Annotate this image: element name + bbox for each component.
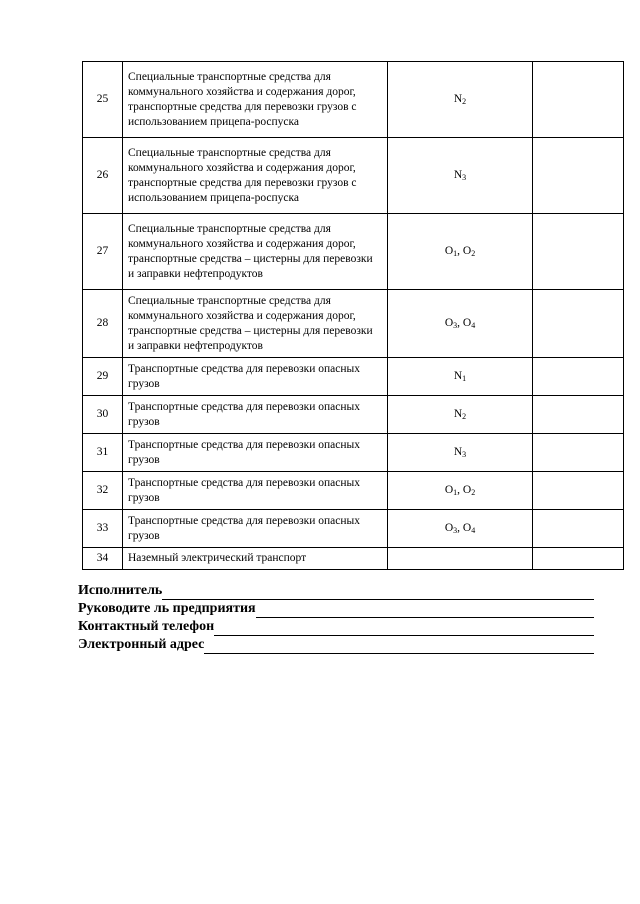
table-row [83,396,624,434]
category-index: 2 [462,412,467,421]
category-letter: N [453,93,463,105]
vehicle-description: Транспортные средства для перевозки опасных грузов [123,434,388,472]
head-line [78,600,598,618]
phone-blank [214,622,594,636]
category-letter: O [462,317,472,329]
email-label: Электронный адрес [78,637,205,652]
signature-block [78,582,598,654]
vehicle-category [388,434,533,472]
vehicle-category [388,138,533,214]
table-row [83,510,624,548]
table-row [83,358,624,396]
category-letter: O [462,484,472,496]
vehicle-description: Транспортные средства для перевозки опасных грузов [123,510,388,548]
row-number: 27 [83,214,123,290]
phone-label: Контактный телефон [78,619,215,634]
vehicle-description: Специальные транспортные средства для коммунального хозяйства и содержания дорог, транспортные средства – цистерны для перевозки и заправки нефтепродуктов [123,290,388,358]
category-letter: N [453,169,463,181]
table-row [83,548,624,570]
category-letter: N [453,408,463,420]
executor-line [78,582,598,600]
vehicle-category [388,396,533,434]
row-number: 26 [83,138,123,214]
category-index: 3 [462,450,467,459]
email-line [78,636,598,654]
head-blank [256,604,594,618]
category-index: 2 [471,249,476,258]
row-number: 34 [83,548,123,570]
empty-cell [533,548,624,570]
vehicle-description: Транспортные средства для перевозки опасных грузов [123,358,388,396]
table-row [83,138,624,214]
empty-cell [533,434,624,472]
vehicle-description: Специальные транспортные средства для коммунального хозяйства и содержания дорог, транспортные средства – цистерны для перевозки и заправки нефтепродуктов [123,214,388,290]
head-label: Руководите ль предприятия [78,601,256,616]
vehicle-category: $O_3$, $O_4$ [388,510,533,548]
category-index: 1 [453,488,458,497]
row-number: 32 [83,472,123,510]
table-row [83,472,624,510]
category-index: 3 [462,173,467,182]
table-row [83,62,624,138]
table-row [83,290,624,358]
row-number: 30 [83,396,123,434]
vehicle-category [388,548,533,570]
transport-table [82,61,624,570]
vehicle-description: Специальные транспортные средства для коммунального хозяйства и содержания дорог, транспортные средства для перевозки грузов с использованием прицепа-роспуска [123,62,388,138]
category-index: 2 [462,97,467,106]
empty-cell [533,62,624,138]
row-number: 31 [83,434,123,472]
category-letter: O [462,522,472,534]
category-index: 3 [453,321,458,330]
phone-line [78,618,598,636]
executor-label: Исполнитель [78,583,163,598]
vehicle-description: Специальные транспортные средства для коммунального хозяйства и содержания дорог, транспортные средства для перевозки грузов с использованием прицепа-роспуска [123,138,388,214]
vehicle-description: Транспортные средства для перевозки опасных грузов [123,396,388,434]
vehicle-category: $O_3$, $O_4$ [388,290,533,358]
vehicle-category [388,358,533,396]
empty-cell [533,358,624,396]
category-index: 4 [471,321,476,330]
empty-cell [533,290,624,358]
vehicle-category: $O_1$, $O_2$ [388,214,533,290]
row-number: 33 [83,510,123,548]
row-number: 29 [83,358,123,396]
vehicle-category [388,62,533,138]
category-letter: O [462,245,472,257]
empty-cell [533,214,624,290]
category-letter: O [444,484,454,496]
row-number: 28 [83,290,123,358]
executor-blank [162,586,594,600]
category-index: 1 [453,249,458,258]
table-row [83,214,624,290]
category-letter: O [444,522,454,534]
category-index: 4 [471,526,476,535]
vehicle-description: Наземный электрический транспорт [123,548,388,570]
category-letter: O [444,245,454,257]
category-index: 2 [471,488,476,497]
empty-cell [533,396,624,434]
email-blank [204,640,594,654]
category-letter: N [453,370,463,382]
vehicle-category: $O_1$, $O_2$ [388,472,533,510]
empty-cell [533,472,624,510]
empty-cell [533,510,624,548]
category-letter: N [453,446,463,458]
row-number: 25 [83,62,123,138]
category-index: 1 [462,374,467,383]
vehicle-description: Транспортные средства для перевозки опасных грузов [123,472,388,510]
category-letter: O [444,317,454,329]
category-index: 3 [453,526,458,535]
empty-cell [533,138,624,214]
table-row [83,434,624,472]
